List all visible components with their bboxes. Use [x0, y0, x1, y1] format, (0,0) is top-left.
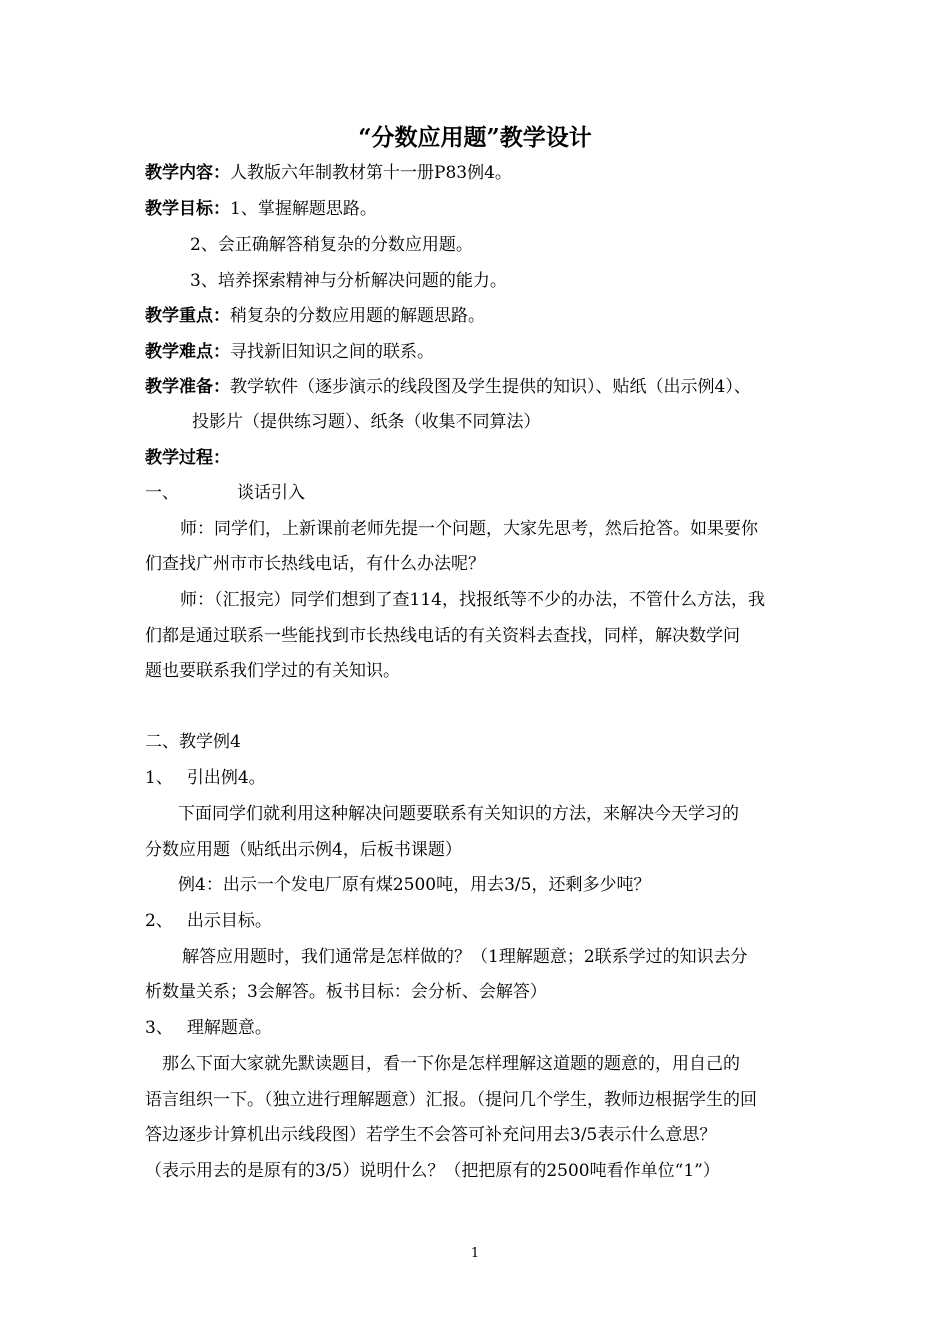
- teaching-prep-text-1: 教学软件（逐步演示的线段图及学生提供的知识）、贴纸（出示例4）、: [230, 377, 751, 397]
- step1-paragraph-line2: 分数应用题（贴纸出示例4，后板书课题）: [145, 840, 462, 860]
- teaching-key-line: [145, 299, 810, 333]
- teaching-content-label: 教学内容：: [145, 163, 230, 183]
- step1-paragraph-line1: 下面同学们就利用这种解决问题要联系有关知识的方法，来解决今天学习的: [178, 804, 739, 824]
- teaching-goal-1: 1、掌握解题思路。: [230, 199, 377, 219]
- step1-heading: [145, 761, 810, 795]
- teaching-difficulty-text: 寻找新旧知识之间的联系。: [230, 342, 434, 362]
- section1-paragraph2-line1: 师：（汇报完）同学们想到了查114，找报纸等不少的办法，不管什么方法，我: [180, 590, 765, 610]
- teaching-key-label: 教学重点：: [145, 306, 230, 326]
- step3-number: 3、: [145, 1018, 173, 1038]
- teaching-difficulty-line: [145, 335, 810, 369]
- step2-paragraph-line1: 解答应用题时，我们通常是怎样做的？（1理解题意；2联系学过的知识去分: [182, 947, 748, 967]
- teaching-goal-3: 3、培养探索精神与分析解决问题的能力。: [190, 271, 507, 291]
- teaching-process-label: 教学过程：: [145, 448, 230, 468]
- teaching-difficulty-label: 教学难点：: [145, 342, 230, 362]
- step3-paragraph-line4: （表示用去的是原有的3/5）说明什么？（把把原有的2500吨看作单位“1”）: [145, 1161, 720, 1181]
- teaching-goal-label: 教学目标：: [145, 199, 230, 219]
- teaching-prep-text-2: 投影片（提供练习题）、纸条（收集不同算法）: [192, 412, 541, 432]
- section1-title: 谈话引入: [237, 483, 305, 503]
- step2-number: 2、: [145, 911, 173, 931]
- step3-paragraph-line3: 答边逐步计算机出示线段图）若学生不会答可补充问用去3/5表示什么意思？: [145, 1125, 717, 1145]
- step3-paragraph-line1: 那么下面大家就先默读题目，看一下你是怎样理解这道题的题意的，用自己的: [162, 1054, 740, 1074]
- section2-heading: 二、教学例4: [145, 732, 241, 752]
- section1-paragraph2-line2: 们都是通过联系一些能找到市长热线电话的有关资料去查找，同样，解决数学问: [145, 626, 740, 646]
- section1-number: 一、: [145, 483, 179, 503]
- step3-heading: [145, 1011, 810, 1045]
- teaching-goal-line: [145, 192, 810, 226]
- step3-paragraph-line2: 语言组织一下。（独立进行理解题意）汇报。（提问几个学生，教师边根据学生的回: [145, 1090, 757, 1110]
- step3-title: 理解题意。: [186, 1018, 272, 1038]
- section1-heading: [145, 476, 810, 510]
- teaching-goal-2: 2、会正确解答稍复杂的分数应用题。: [190, 235, 473, 255]
- teaching-prep-label: 教学准备：: [145, 377, 230, 397]
- section1-paragraph1-line2: 们查找广州市市长热线电话，有什么办法呢？: [145, 554, 485, 574]
- section1-paragraph2-line3: 题也要联系我们学过的有关知识。: [145, 661, 400, 681]
- step2-title: 出示目标。: [186, 911, 272, 931]
- teaching-prep-line: [145, 370, 810, 404]
- step1-title: 引出例4。: [186, 768, 266, 788]
- teaching-content-line: [145, 156, 810, 190]
- step2-paragraph-line2: 析数量关系；3会解答。板书目标：会分析、会解答）: [145, 982, 547, 1002]
- teaching-key-text: 稍复杂的分数应用题的解题思路。: [230, 306, 485, 326]
- step2-heading: [145, 904, 810, 938]
- teaching-content-text: 人教版六年制教材第十一册P83例4。: [230, 163, 512, 183]
- step1-example: 例4：出示一个发电厂原有煤2500吨，用去3/5，还剩多少吨？: [178, 875, 651, 895]
- page-number: 1: [470, 1246, 480, 1261]
- section1-paragraph1-line1: 师：同学们，上新课前老师先提一个问题，大家先思考，然后抢答。如果要你: [180, 519, 758, 539]
- document-title: “分数应用题”教学设计: [358, 124, 592, 151]
- step1-number: 1、: [145, 768, 173, 788]
